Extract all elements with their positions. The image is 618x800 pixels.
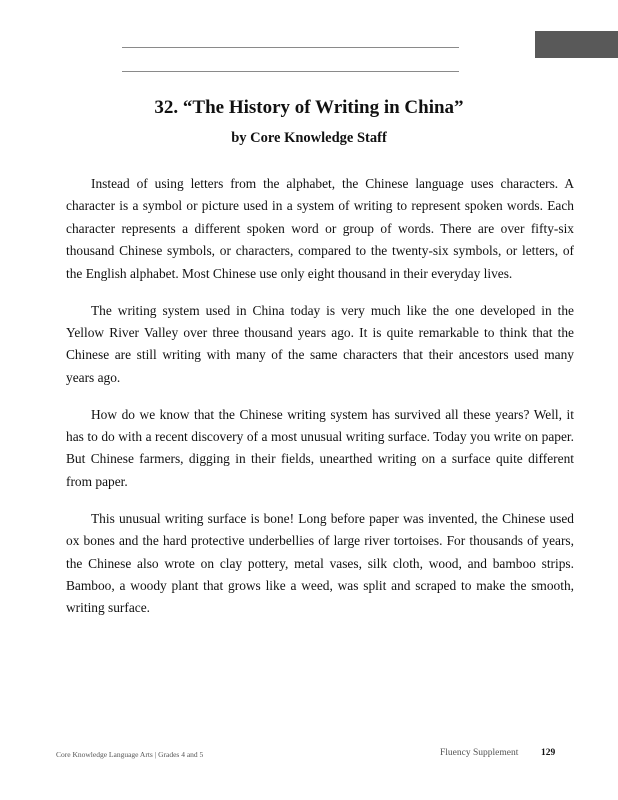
byline: by Core Knowledge Staff (231, 130, 387, 146)
date-line (122, 71, 459, 72)
paragraph: How do we know that the Chinese writing system has survived all these years? Well, it has to do with a recent discovery of a most unusual writing surface. Today you write on paper. But Chinese farmers, digging in their fields, unearthed writing on a surface quite different from paper. (66, 406, 574, 489)
footer-section-label: Fluency Supplement (440, 748, 519, 758)
name-line (122, 47, 459, 48)
article-body (66, 173, 574, 634)
paragraph: The writing system used in China today is very much like the one developed in the Yellow River Valley over three thousand years ago. It is quite remarkable to think that the Chinese are still writing with many of the same characters that their ancestors used many years ago. (66, 302, 574, 385)
footer-series-label: Core Knowledge Language Arts | Grades 4 and 5 (56, 750, 204, 759)
page-title: 32. “The History of Writing in China” (154, 97, 464, 118)
paragraph: This unusual writing surface is bone! Long before paper was invented, the Chinese used ox bones and the hard protective underbellies of large river tortoises. For thousands of years, the Chinese also wrote on clay pottery, metal vases, silk cloth, wood, and bamboo strips. Bamboo, a woody plant that grows like a weed, was split and scraped to make the smooth, writing surface. (66, 510, 574, 616)
paragraph: Instead of using letters from the alphabet, the Chinese language uses characters. A character is a symbol or picture used in a system of writing to represent spoken words. Each character represents a different spoken word or group of words. There are over fifty-six thousand Chinese symbols, or characters, compared to the twenty-six symbols, or letters, of the English alphabet. Most Chinese use only eight thousand in their everyday lives. (66, 176, 574, 281)
page-number: 129 (541, 748, 556, 758)
header-corner-tab (535, 31, 618, 58)
